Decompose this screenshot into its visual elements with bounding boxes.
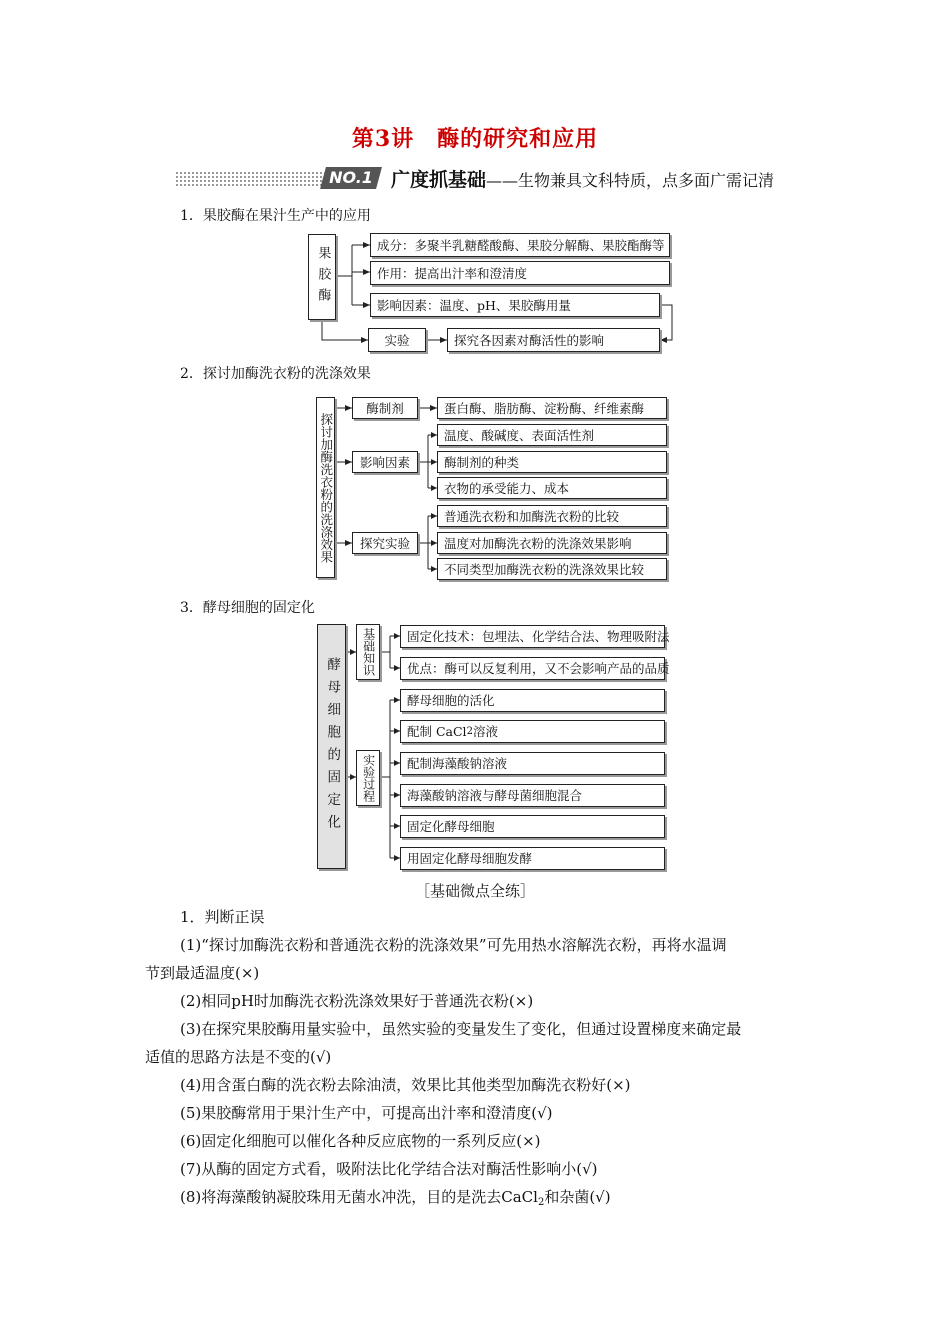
s3-process-item-6: 用固定化酵母细胞发酵 [400,847,665,870]
page-title: 第3讲 酶的研究和应用 [351,126,599,152]
banner-badge-text: NO.1 [329,168,373,187]
s3-process-item-4: 海藻酸钠溶液与酵母菌细胞混合 [400,784,665,807]
banner-subheading: ——生物兼具文科特质，点多面广需记清 [486,171,775,190]
s2-experiment-item-2: 温度对加酶洗衣粉的洗涤效果影响 [437,532,667,554]
section3-heading: 3．酵母细胞的固定化 [180,600,315,616]
s3-cacl-subscript: 2 [466,725,473,737]
practice-item-8-text: (8)将海藻酸钠凝胶珠用无菌水冲洗，目的是洗去CaCl [180,1188,538,1206]
practice-item-1: (1)“探讨加酶洗衣粉和普通洗衣粉的洗涤效果”可先用热水溶解洗衣粉，再将水温调 [180,936,727,954]
s2-experiment-item-1: 普通洗衣粉和加酶洗衣粉的比较 [437,505,667,527]
s1-root-label: 果胶酶 [315,245,331,309]
s3-root-box [317,624,346,869]
practice-item-7: (7)从酶的固定方式看，吸附法比化学结合法对酶活性影响小(√) [180,1160,598,1178]
practice-item-6: (6)固定化细胞可以催化各种反应底物的一系列反应(×) [180,1132,541,1150]
s2-root-label: 探讨加酶洗衣粉的洗涤效果 [318,412,334,563]
s3-group-basics [356,624,380,680]
banner-heading-text: 广度抓基础 [391,169,487,191]
s2-factor-item-3: 衣物的承受能力、成本 [437,477,667,499]
s3-root-label: 酵母细胞的固定化 [324,656,341,837]
s3-process-item-1: 酵母细胞的活化 [400,689,665,712]
s2-factor-item-1: 温度、酸碱度、表面活性剂 [437,424,667,446]
practice-item-8-suffix: 和杂菌(√) [544,1188,611,1206]
s3-group-process [356,750,380,806]
section1-heading: 1．果胶酶在果汁生产中的应用 [180,208,371,224]
s2-factor-item-2: 酶制剂的种类 [437,451,667,473]
s1-item-factors: 影响因素：温度、pH、果胶酶用量 [370,293,660,317]
s3-basics-item-2: 优点：酶可以反复利用，又不会影响产品的品质 [400,657,665,680]
s3-process-item-2 [400,720,665,743]
practice-item-3-cont: 适值的思路方法是不变的(√) [145,1048,332,1066]
s3-group-basics-label: 基础知识 [361,628,376,676]
s3-process-item-3: 配制海藻酸钠溶液 [400,752,665,775]
s3-cacl-suffix: 溶液 [472,724,498,739]
practice-caption: ［基础微点全练］ [414,882,535,900]
s2-group-enzyme: 酶制剂 [352,397,418,419]
s3-basics-item-1: 固定化技术：包埋法、化学结合法、物理吸附法 [400,625,665,648]
s2-root-box [316,397,335,578]
s1-item-function: 作用：提高出汁率和澄清度 [370,261,670,285]
s2-experiment-item-3: 不同类型加酶洗衣粉的洗涤效果比较 [437,558,667,580]
s2-group-experiment: 探究实验 [352,532,418,554]
practice-item-1-cont: 节到最适温度(×) [145,964,260,982]
s1-item-composition: 成分：多聚半乳糖醛酸酶、果胶分解酶、果胶酯酶等 [370,233,670,257]
practice-item-8-subscript: 2 [537,1197,545,1208]
s3-process-item-5: 固定化酵母细胞 [400,815,665,838]
s3-group-process-label: 实验过程 [361,754,376,802]
s2-enzyme-item: 蛋白酶、脂肪酶、淀粉酶、纤维素酶 [437,397,667,419]
practice-item-8 [180,1183,611,1217]
s1-item-explore: 探究各因素对酶活性的影响 [447,328,660,352]
practice-heading: 1．判断正误 [180,908,265,926]
s3-cacl-text: 配制 CaCl [407,724,467,739]
practice-item-4: (4)用含蛋白酶的洗衣粉去除油渍，效果比其他类型加酶洗衣粉好(×) [180,1076,631,1094]
practice-item-2: (2)相同pH时加酶洗衣粉洗涤效果好于普通洗衣粉(×) [180,992,534,1010]
practice-item-5: (5)果胶酶常用于果汁生产中，可提高出汁率和澄清度(√) [180,1104,553,1122]
practice-item-3: (3)在探究果胶酶用量实验中，虽然实验的变量发生了变化，但通过设置梯度来确定最 [180,1020,742,1038]
s1-root-box [308,234,336,320]
s1-item-experiment: 实验 [368,328,426,352]
section2-heading: 2．探讨加酶洗衣粉的洗涤效果 [180,366,371,382]
s2-group-factors: 影响因素 [352,451,418,473]
